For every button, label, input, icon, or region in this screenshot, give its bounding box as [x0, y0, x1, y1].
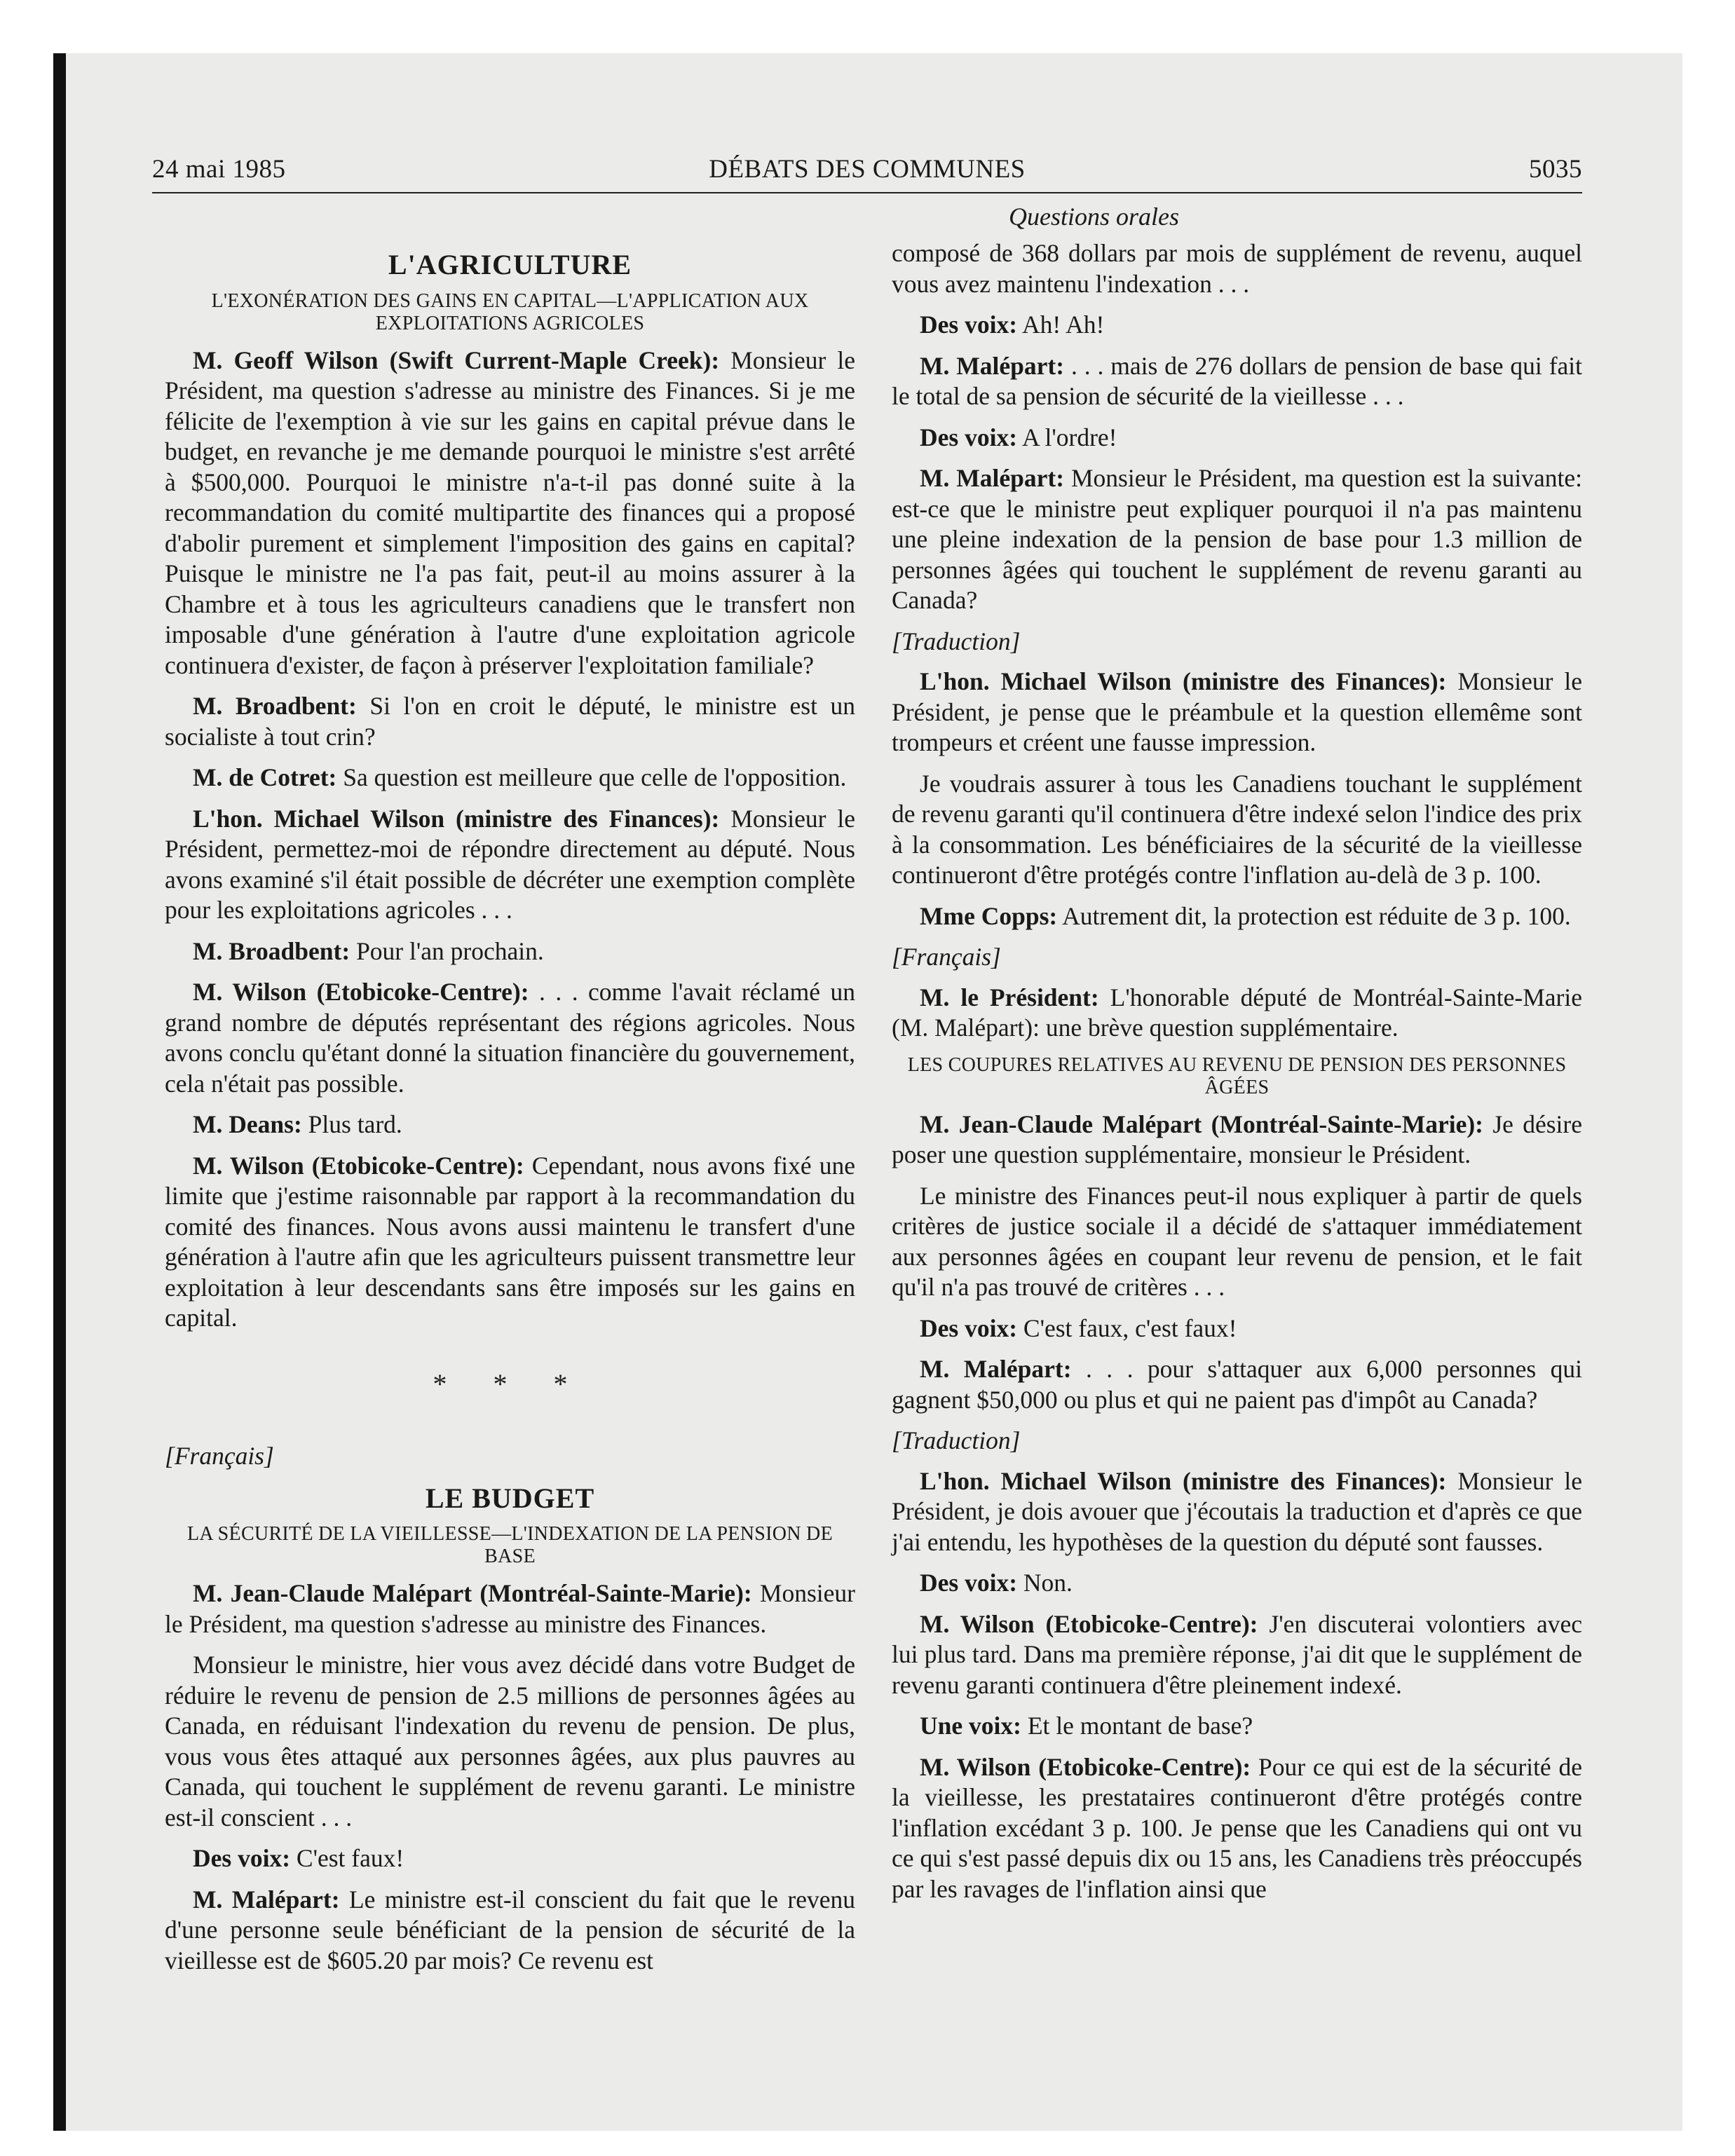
speech: Je désire poser une question supplémentaire, monsieur le Président. — [892, 1110, 1582, 1168]
header-date: 24 mai 1985 — [152, 155, 286, 184]
paragraph — [165, 977, 855, 1099]
paragraph — [892, 1609, 1582, 1701]
paragraph — [165, 1110, 855, 1140]
language-marker: [Traduction] — [892, 1426, 1021, 1454]
paragraph — [892, 1466, 1582, 1558]
paragraph — [892, 1110, 1582, 1171]
speaker: M. Malépart: — [920, 351, 1065, 380]
speaker: L'hon. Michael Wilson (ministre des Finances): — [193, 804, 720, 833]
right-column — [892, 238, 1582, 1915]
speech: . . . pour s'attaquer aux 6,000 personnes qui gagnent $50,000 ou plus et qui ne paient pas d'impôt au Canada? — [892, 1355, 1583, 1414]
speech: Autrement dit, la protection est réduite de 3 p. 100. — [1057, 901, 1571, 930]
speech: Et le montant de base? — [1021, 1712, 1253, 1740]
paragraph — [892, 667, 1582, 758]
paragraph — [892, 1568, 1582, 1599]
speaker: M. Geoff Wilson (Swift Current-Maple Creek): — [193, 346, 720, 374]
speaker: Des voix: — [920, 423, 1018, 451]
speech: Cependant, nous avons fixé une limite que j'estime raisonnable par rapport à la recommandation du comité des finances. Nous avons aussi maintenu le transfert d'une génération à l'autre afin que les agriculteurs puissent transmettre leur exploitation à leur descendants sans être imposés sur les gains en capital. — [165, 1151, 855, 1332]
page-content — [152, 154, 1583, 1974]
speaker: L'hon. Michael Wilson (ministre des Finances): — [920, 1466, 1447, 1495]
speech: C'est faux, c'est faux! — [1017, 1314, 1237, 1342]
speaker: Mme Copps: — [920, 901, 1058, 930]
speaker: M. Jean-Claude Malépart (Montréal-Sainte-Marie): — [920, 1110, 1483, 1138]
paragraph — [892, 351, 1582, 412]
speech: Monsieur le Président, je pense que le préambule et la question ellemême sont trompeurs et créent une fausse impression. — [892, 667, 1582, 756]
paragraph — [892, 423, 1582, 453]
speech: Monsieur le Président, ma question est la suivante: est-ce que le ministre peut expliquer pourquoi il n'a pas maintenu une pleine indexation de la pension de base pour 1.3 million de personnes âgées qui touchent le supplément de revenu garanti au Canada? — [892, 464, 1583, 614]
speaker: M. Jean-Claude Malépart (Montréal-Sainte-Marie): — [193, 1579, 752, 1607]
subtitle-capital-gains: L'EXONÉRATION DES GAINS EN CAPITAL—L'APPLICATION AUX EXPLOITATIONS AGRICOLES — [211, 289, 809, 334]
paragraph — [165, 763, 855, 793]
speaker: M. Wilson (Etobicoke-Centre): — [920, 1752, 1251, 1781]
speech: Si l'on en croit le député, le ministre est un socialiste à tout crin? — [165, 692, 855, 751]
header-rule — [152, 192, 1582, 193]
paragraph: Je voudrais assurer à tous les Canadiens touchant le supplément de revenu garanti qu'il continuera d'être indexé selon l'indice des prix à la consommation. Les bénéficiaires de la sécurité de la vieillesse continueront d'être protégés contre l'inflation au-delà de 3 p. 100. — [892, 769, 1582, 889]
speaker: M. Broadbent: — [193, 692, 357, 720]
paragraph — [892, 1752, 1582, 1905]
paragraph — [892, 310, 1582, 341]
speech: Monsieur le Président, je dois avouer que j'écoutais la traduction et d'après ce que j'ai entendu, les hypothèses de la question du député sont fausses. — [892, 1466, 1582, 1556]
header-title: DÉBATS DES COMMUNES — [709, 155, 1026, 184]
paragraph — [165, 1843, 855, 1874]
section-label: Questions orales — [1009, 203, 1179, 231]
speech: Le ministre est-il conscient du fait que le revenu d'une personne seule bénéficiant de la pension de sécurité de la vieillesse est de $605.20 par mois? Ce revenu est — [165, 1885, 855, 1974]
left-column — [165, 238, 855, 1986]
subtitle-old-age-security: LA SÉCURITÉ DE LA VIEILLESSE—L'INDEXATION DE LA PENSION DE BASE — [187, 1523, 833, 1567]
paragraph — [892, 901, 1582, 932]
speech: Ah! Ah! — [1017, 311, 1105, 339]
speaker: M. le Président: — [920, 983, 1099, 1011]
speaker: M. Wilson (Etobicoke-Centre): — [193, 1151, 524, 1180]
paragraph — [165, 804, 855, 926]
speaker: L'hon. Michael Wilson (ministre des Finances): — [920, 667, 1447, 695]
speaker: M. Deans: — [193, 1110, 302, 1138]
speech: A l'ordre! — [1017, 423, 1117, 451]
speech: C'est faux! — [290, 1844, 404, 1872]
speaker: Des voix: — [920, 1314, 1018, 1342]
page-number: 5035 — [1529, 155, 1582, 184]
paragraph — [165, 691, 855, 752]
paragraph — [892, 463, 1582, 616]
subtitle-pension-cuts: LES COUPURES RELATIVES AU REVENU DE PENSION DES PERSONNES ÂGÉES — [907, 1053, 1567, 1098]
speaker: M. Malépart: — [920, 1355, 1072, 1383]
speech: Monsieur le Président, ma question s'adresse au ministre des Finances. Si je me félicite de l'exemption à vie sur les gains en capital prévue dans le budget, en revanche je me demande pourquoi le ministre s'est arrêté à $500,000. Pourquoi le ministre n'a-t-il pas donné suite à la recommandation du comité multipartite des finances qui a proposé d'abolir purement et simplement l'imposition des gains en capital? Puisque le ministre ne l'a pas fait, peut-il au moins assurer à la Chambre et à tous les agriculteurs canadiens que le transfert non imposable d'une génération à l'autre d'une exploitation agricole continuera d'exister, de façon à préserver l'exploitation familiale? — [165, 346, 855, 679]
speech: Monsieur le Président, permettez-moi de répondre directement au député. Nous avons examiné s'il était possible de décréter une exemption complète pour les exploitations agricoles . . . — [165, 804, 855, 924]
speech: . . . mais de 276 dollars de pension de base qui fait le total de sa pension de sécurité de la vieillesse . . . — [892, 351, 1582, 410]
paragraph — [165, 1151, 855, 1334]
paragraph — [892, 1314, 1582, 1344]
speech: L'honorable député de Montréal-Sainte-Marie (M. Malépart): une brève question supplémentaire. — [892, 983, 1582, 1042]
speaker: Des voix: — [193, 1844, 291, 1872]
speaker: M. Malépart: — [920, 464, 1065, 492]
section-separator: * * * — [433, 1367, 587, 1400]
speech: Non. — [1017, 1569, 1073, 1597]
speaker: Des voix: — [920, 1569, 1018, 1597]
speaker: M. Wilson (Etobicoke-Centre): — [920, 1609, 1258, 1638]
speech: J'en discuterai volontiers avec lui plus tard. Dans ma première réponse, j'ai dit que le supplément de revenu garanti continuera d'être pleinement indexé. — [892, 1609, 1582, 1699]
paragraph — [165, 936, 855, 967]
speech: Plus tard. — [301, 1110, 402, 1138]
paragraph: composé de 368 dollars par mois de supplément de revenu, auquel vous avez maintenu l'indexation . . . — [892, 239, 1582, 298]
speech: Sa question est meilleure que celle de l'opposition. — [336, 763, 847, 791]
section-title-agriculture: L'AGRICULTURE — [388, 249, 632, 280]
speech: . . . comme l'avait réclamé un grand nombre de députés représentant des régions agricoles. Nous avons conclu qu'étant donné la situation financière du gouvernement, cela n'était pas possible. — [165, 978, 855, 1098]
speaker: M. Wilson (Etobicoke-Centre): — [193, 978, 529, 1006]
paragraph: Monsieur le ministre, hier vous avez décidé dans votre Budget de réduire le revenu de pension de 2.5 millions de personnes âgées au Canada, en réduisant l'indexation du revenu de pension. De plus, vous vous êtes attaqué aux personnes âgées, aux plus pauvres au Canada, qui touchent le supplément de revenu garanti. Le ministre est-il conscient . . . — [165, 1651, 855, 1831]
language-marker: [Français] — [892, 943, 1001, 971]
speaker: M. Broadbent: — [193, 936, 351, 965]
paragraph — [892, 983, 1582, 1044]
paragraph — [165, 1885, 855, 1977]
paragraph: Le ministre des Finances peut-il nous expliquer à partir de quels critères de justice sociale il a décidé de s'attaquer immédiatement aux personnes âgées en coupant leur revenu de pension, et le fait qu'il n'a pas trouvé de critères . . . — [892, 1181, 1582, 1301]
paragraph — [892, 1354, 1582, 1415]
speaker: M. Malépart: — [193, 1885, 340, 1913]
paragraph — [165, 1578, 855, 1639]
speaker: Une voix: — [920, 1712, 1021, 1740]
speech: Pour ce qui est de la sécurité de la vieillesse, les prestataires continueront d'être protégés contre l'inflation excédant 3 p. 100. Je pense que les Canadiens qui ont vu ce qui s'est passé depuis dix ou 15 ans, les Canadiens très préoccupés par les ravages de l'inflation ainsi que — [892, 1752, 1582, 1903]
language-marker: [Français] — [165, 1442, 274, 1470]
paragraph — [165, 346, 855, 681]
section-title-budget: LE BUDGET — [425, 1482, 595, 1514]
speech: Monsieur le Président, ma question s'adresse au ministre des Finances. — [165, 1579, 856, 1638]
speaker: Des voix: — [920, 311, 1018, 339]
binding-edge — [53, 53, 66, 2131]
running-header — [152, 154, 1582, 189]
paragraph — [892, 1711, 1582, 1742]
speaker: M. de Cotret: — [193, 763, 337, 791]
language-marker: [Traduction] — [892, 627, 1021, 655]
speech: Pour l'an prochain. — [350, 936, 544, 965]
